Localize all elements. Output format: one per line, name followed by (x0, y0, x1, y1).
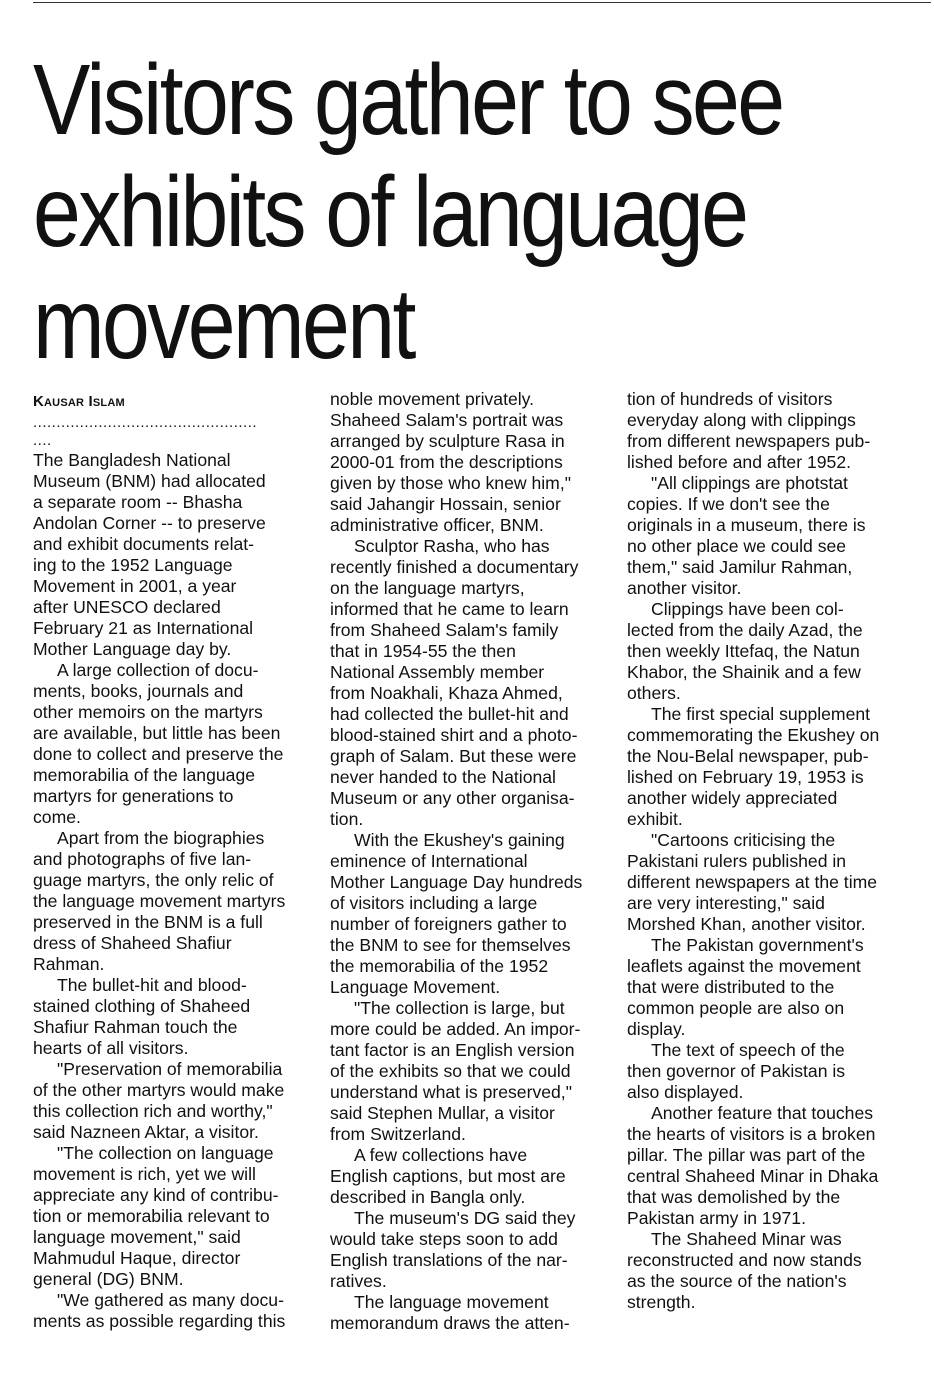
text-line: other memoirs on the martyrs (33, 702, 263, 722)
article-paragraph (627, 599, 917, 704)
text-line: With the Ekushey's gaining (354, 830, 565, 850)
text-line: Museum (BNM) had allocated (33, 471, 266, 491)
text-line: general (DG) BNM. (33, 1269, 184, 1289)
text-line: informed that he came to learn (330, 599, 569, 619)
text-line: said Nazneen Aktar, a visitor. (33, 1122, 259, 1142)
text-line: English translations of the nar- (330, 1250, 568, 1270)
text-line: after UNESCO declared (33, 597, 221, 617)
text-line: lished on February 19, 1953 is (627, 767, 864, 787)
text-line: as the source of the nation's (627, 1271, 847, 1291)
text-line: everyday along with clippings (627, 410, 856, 430)
text-line: another widely appreciated (627, 788, 838, 808)
text-line: the BNM to see for themselves (330, 935, 571, 955)
text-line: originals in a museum, there is (627, 515, 866, 535)
text-line: common people are also on (627, 998, 845, 1018)
headline-line-1: Visitors gather to see (33, 44, 783, 156)
text-line: a separate room -- Bhasha (33, 492, 243, 512)
text-line: leaflets against the movement (627, 956, 861, 976)
article-paragraph (33, 1059, 318, 1143)
text-line: on the language martyrs, (330, 578, 525, 598)
text-line: recently finished a documentary (330, 557, 579, 577)
text-line: and photographs of five lan- (33, 849, 252, 869)
text-line: The Shaheed Minar was (651, 1229, 842, 1249)
article-column-1 (33, 389, 318, 1332)
article-column-3 (627, 389, 917, 1313)
text-line: given by those who knew him," (330, 473, 571, 493)
article-paragraph (330, 998, 615, 1145)
text-line: Mahmudul Haque, director (33, 1248, 241, 1268)
article-paragraph (627, 704, 917, 830)
text-line: tion or memorabilia relevant to (33, 1206, 270, 1226)
text-line: then weekly Ittefaq, the Natun (627, 641, 860, 661)
text-line: and exhibit documents relat- (33, 534, 255, 554)
text-line: the hearts of visitors is a broken (627, 1124, 876, 1144)
text-line: preserved in the BNM is a full (33, 912, 263, 932)
article-paragraph (330, 1145, 615, 1208)
text-line: commemorating the Ekushey on (627, 725, 880, 745)
text-line: "The collection is large, but (354, 998, 565, 1018)
text-line: copies. If we don't see the (627, 494, 830, 514)
text-line: language movement," said (33, 1227, 241, 1247)
text-line: this collection rich and worthy," (33, 1101, 273, 1121)
text-line: A few collections have (354, 1145, 528, 1165)
text-line: that was demolished by the (627, 1187, 841, 1207)
article-paragraph (627, 473, 917, 599)
text-line: memorabilia of the language (33, 765, 256, 785)
text-line: tant factor is an English version (330, 1040, 575, 1060)
text-line: number of foreigners gather to (330, 914, 567, 934)
text-line: the language movement martyrs (33, 891, 286, 911)
article-paragraph (627, 830, 917, 935)
text-line: Morshed Khan, another visitor. (627, 914, 866, 934)
text-line: ing to the 1952 Language (33, 555, 233, 575)
text-line: lected from the daily Azad, the (627, 620, 863, 640)
text-line: movement is rich, yet we will (33, 1164, 256, 1184)
article-paragraph (33, 828, 318, 975)
text-line: The language movement (354, 1292, 549, 1312)
text-line: of the exhibits so that we could (330, 1061, 571, 1081)
text-line: tion of hundreds of visitors (627, 389, 833, 409)
text-line: tion. (330, 809, 364, 829)
text-line: then governor of Pakistan is (627, 1061, 846, 1081)
text-line: Shaheed Salam's portrait was (330, 410, 564, 430)
article-paragraph (33, 450, 318, 660)
byline-separator-tail: .... (33, 432, 52, 449)
text-line: more could be added. An impor- (330, 1019, 581, 1039)
text-line: administrative officer, BNM. (330, 515, 544, 535)
top-rule (33, 2, 931, 3)
headline-line-3: movement (33, 268, 414, 380)
text-line: noble movement privately. (330, 389, 535, 409)
text-line: appreciate any kind of contribu- (33, 1185, 279, 1205)
text-line: Pakistan army in 1971. (627, 1208, 806, 1228)
text-line: The Bangladesh National (33, 450, 231, 470)
byline: Kausar Islam (33, 393, 125, 410)
text-line: Shafiur Rahman touch the (33, 1017, 238, 1037)
article-paragraph (330, 1208, 615, 1292)
article-paragraph (627, 935, 917, 1040)
text-line: A large collection of docu- (57, 660, 259, 680)
headline (33, 44, 798, 380)
text-line: stained clothing of Shaheed (33, 996, 251, 1016)
text-line: would take steps soon to add (330, 1229, 558, 1249)
text-line: another visitor. (627, 578, 742, 598)
article-paragraph (330, 389, 615, 536)
text-line: hearts of all visitors. (33, 1038, 189, 1058)
text-line: the memorabilia of the 1952 (330, 956, 549, 976)
article-paragraph (330, 1292, 615, 1334)
text-line: from Noakhali, Khaza Ahmed, (330, 683, 563, 703)
text-line: martyrs for generations to (33, 786, 234, 806)
text-line: Andolan Corner -- to preserve (33, 513, 266, 533)
text-line: that in 1954-55 the then (330, 641, 516, 661)
text-line: said Stephen Mullar, a visitor (330, 1103, 555, 1123)
text-line: The text of speech of the (651, 1040, 845, 1060)
text-line: Sculptor Rasha, who has (354, 536, 550, 556)
article-paragraph (330, 536, 615, 830)
text-line: that were distributed to the (627, 977, 835, 997)
text-line: arranged by sculpture Rasa in (330, 431, 565, 451)
text-line: "The collection on language (57, 1143, 274, 1163)
text-line: Language Movement. (330, 977, 501, 997)
text-line: "Preservation of memorabilia (57, 1059, 283, 1079)
text-line: described in Bangla only. (330, 1187, 526, 1207)
text-line: Pakistani rulers published in (627, 851, 847, 871)
text-line: Mother Language day by. (33, 639, 232, 659)
article-paragraph (33, 975, 318, 1059)
text-line: Khabor, the Shainik and a few (627, 662, 861, 682)
article-paragraph (33, 1143, 318, 1290)
text-line: guage martyrs, the only relic of (33, 870, 274, 890)
text-line: "All clippings are photstat (651, 473, 848, 493)
text-line: from Switzerland. (330, 1124, 466, 1144)
text-line: ments as possible regarding this (33, 1311, 286, 1331)
text-line: from different newspapers pub- (627, 431, 871, 451)
text-line: are very interesting," said (627, 893, 825, 913)
text-line: understand what is preserved," (330, 1082, 572, 1102)
text-line: never handed to the National (330, 767, 556, 787)
article-paragraph (33, 1290, 318, 1332)
text-line: central Shaheed Minar in Dhaka (627, 1166, 879, 1186)
text-line: no other place we could see (627, 536, 847, 556)
text-line: strength. (627, 1292, 696, 1312)
text-line: memorandum draws the atten- (330, 1313, 570, 1333)
text-line: Mother Language Day hundreds (330, 872, 583, 892)
text-line: "We gathered as many docu- (57, 1290, 284, 1310)
text-line: display. (627, 1019, 686, 1039)
text-line: "Cartoons criticising the (651, 830, 836, 850)
text-line: reconstructed and now stands (627, 1250, 862, 1270)
article-paragraph (627, 1229, 917, 1313)
text-line: English captions, but most are (330, 1166, 566, 1186)
text-line: Apart from the biographies (57, 828, 265, 848)
byline-separator: ................................................ (33, 414, 258, 431)
text-line: The first special supplement (651, 704, 871, 724)
text-line: are available, but little has been (33, 723, 281, 743)
text-line: of the other martyrs would make (33, 1080, 285, 1100)
text-line: blood-stained shirt and a photo- (330, 725, 578, 745)
text-line: different newspapers at the time (627, 872, 878, 892)
text-line: also displayed. (627, 1082, 744, 1102)
text-line: had collected the bullet-hit and (330, 704, 569, 724)
text-line: Clippings have been col- (651, 599, 844, 619)
text-line: come. (33, 807, 81, 827)
text-line: Rahman. (33, 954, 105, 974)
text-line: The bullet-hit and blood- (57, 975, 247, 995)
text-line: done to collect and preserve the (33, 744, 284, 764)
text-line: them," said Jamilur Rahman, (627, 557, 853, 577)
article-paragraph (330, 830, 615, 998)
text-line: dress of Shaheed Shafiur (33, 933, 232, 953)
article-paragraph (627, 1040, 917, 1103)
article-paragraph (627, 1103, 917, 1229)
article-paragraph (627, 389, 917, 473)
text-line: 2000-01 from the descriptions (330, 452, 563, 472)
text-line: others. (627, 683, 681, 703)
text-line: from Shaheed Salam's family (330, 620, 559, 640)
text-line: lished before and after 1952. (627, 452, 851, 472)
text-line: of visitors including a large (330, 893, 538, 913)
text-line: graph of Salam. But these were (330, 746, 577, 766)
headline-line-2: exhibits of language (33, 156, 747, 268)
article-column-2 (330, 389, 615, 1334)
text-line: exhibit. (627, 809, 683, 829)
text-line: National Assembly member (330, 662, 545, 682)
text-line: said Jahangir Hossain, senior (330, 494, 561, 514)
text-line: the Nou-Belal newspaper, pub- (627, 746, 869, 766)
text-line: February 21 as International (33, 618, 254, 638)
article-paragraph (33, 660, 318, 828)
text-line: pillar. The pillar was part of the (627, 1145, 866, 1165)
text-line: Museum or any other organisa- (330, 788, 575, 808)
text-line: eminence of International (330, 851, 528, 871)
text-line: ments, books, journals and (33, 681, 244, 701)
text-line: ratives. (330, 1271, 387, 1291)
text-line: The museum's DG said they (354, 1208, 576, 1228)
text-line: Another feature that touches (651, 1103, 874, 1123)
text-line: Movement in 2001, a year (33, 576, 237, 596)
text-line: The Pakistan government's (651, 935, 864, 955)
